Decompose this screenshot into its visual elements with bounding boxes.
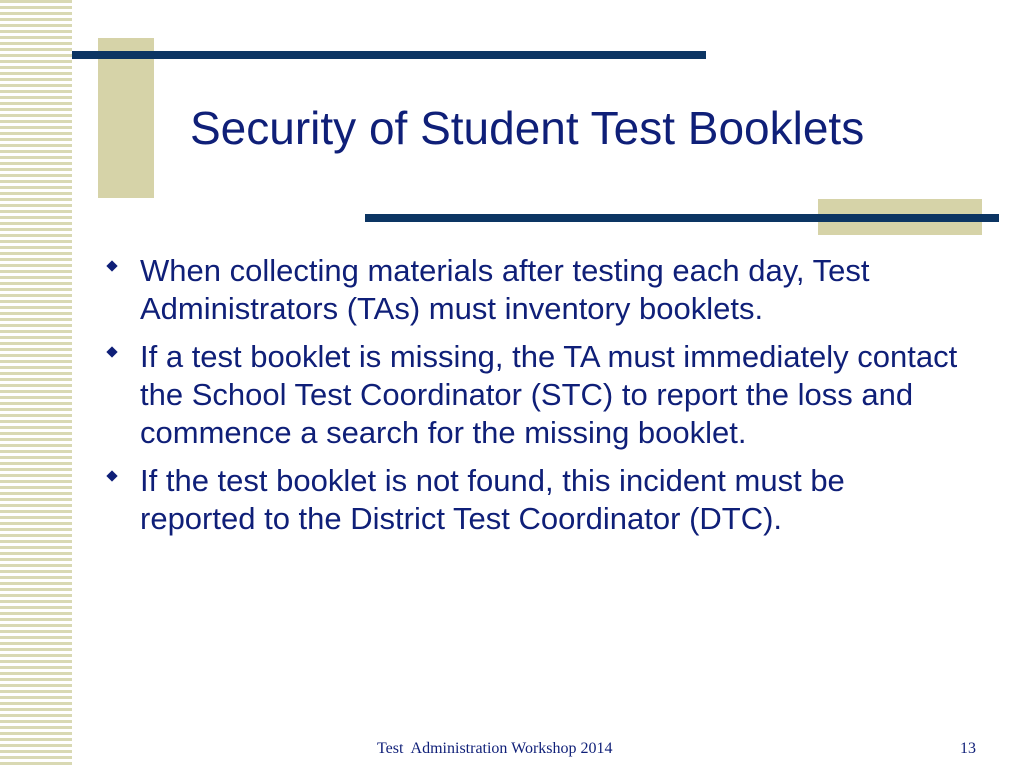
bullet-text: If the test booklet is not found, this incident must be reported to the District Test Coordinator (DTC). xyxy=(140,463,845,536)
bullet-text: When collecting materials after testing each day, Test Administrators (TAs) must inventory booklets. xyxy=(140,253,870,326)
bullet-text: If a test booklet is missing, the TA must immediately contact the School Test Coordinator (STC) to report the loss and commence a search for the missing booklet. xyxy=(140,339,958,450)
striped-side-band xyxy=(0,0,72,768)
diamond-bullet-icon xyxy=(106,346,117,357)
bullet-item xyxy=(106,462,966,538)
diamond-bullet-icon xyxy=(106,260,117,271)
title-rule-top xyxy=(72,51,706,59)
bullet-item xyxy=(106,252,966,328)
diamond-bullet-icon xyxy=(106,470,117,481)
bullet-list xyxy=(106,252,966,548)
page-number: 13 xyxy=(960,740,976,757)
decorative-block-left xyxy=(98,38,154,198)
slide-title: Security of Student Test Booklets xyxy=(190,102,865,154)
title-rule-bottom xyxy=(365,214,999,222)
slide-footer: Test Administration Workshop 2014 xyxy=(377,740,613,757)
bullet-item xyxy=(106,338,966,452)
